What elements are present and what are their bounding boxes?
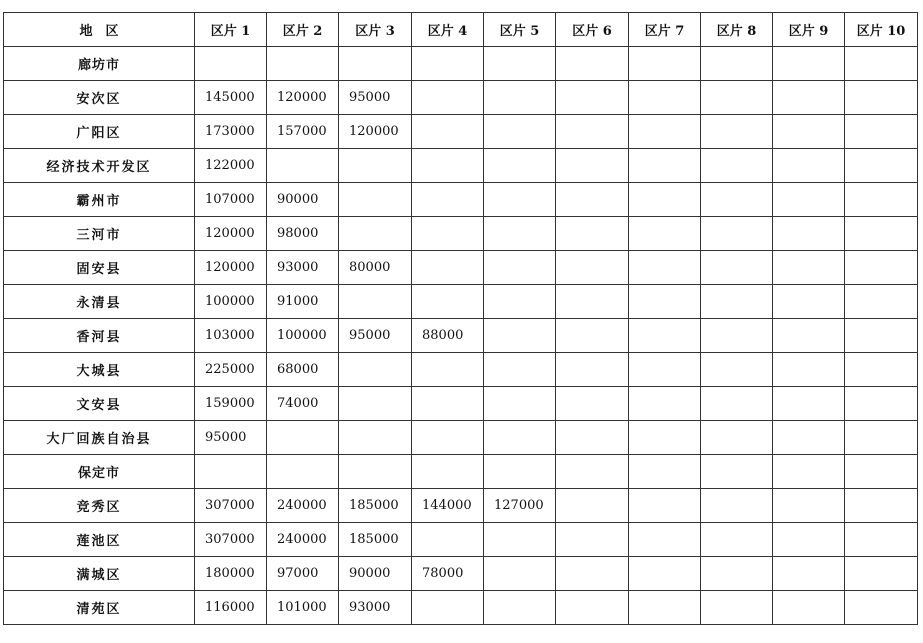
zone-price-cell: [701, 387, 773, 421]
table-body: [4, 47, 918, 625]
zone-price-cell: [484, 523, 556, 557]
zone-price-cell: [629, 285, 701, 319]
zone-price-cell: [629, 183, 701, 217]
region-name-cell: 莲池区: [4, 523, 195, 557]
zone-price-cell: 145000: [195, 81, 267, 115]
zone-price-cell: 90000: [339, 557, 412, 591]
region-name-cell: 大城县: [4, 353, 195, 387]
table-row: [4, 47, 918, 81]
region-name-cell: 经济技术开发区: [4, 149, 195, 183]
region-name-cell: 固安县: [4, 251, 195, 285]
zone-price-cell: [484, 115, 556, 149]
zone-price-cell: [629, 217, 701, 251]
zone-price-cell: [773, 353, 845, 387]
zone-price-cell: [556, 319, 629, 353]
zone-price-cell: [484, 47, 556, 81]
zone-price-cell: 173000: [195, 115, 267, 149]
table-row: [4, 285, 918, 319]
zone-price-cell: [412, 285, 484, 319]
zone-price-cell: [339, 353, 412, 387]
zone-price-cell: [629, 421, 701, 455]
zone-price-cell: [412, 217, 484, 251]
zone-price-cell: 240000: [267, 489, 339, 523]
zone-price-cell: [412, 183, 484, 217]
zone-price-cell: [629, 591, 701, 625]
zone-price-cell: [845, 353, 918, 387]
table-row: [4, 81, 918, 115]
zone-price-cell: [339, 47, 412, 81]
zone-price-cell: [339, 455, 412, 489]
zone-price-cell: [484, 455, 556, 489]
zone-price-cell: [556, 183, 629, 217]
zone-price-cell: 127000: [484, 489, 556, 523]
zone-price-cell: [845, 217, 918, 251]
header-zone-7: 区片 7: [629, 13, 701, 47]
zone-price-cell: 88000: [412, 319, 484, 353]
zone-price-cell: [773, 455, 845, 489]
zone-price-cell: 95000: [195, 421, 267, 455]
region-name-cell: 清苑区: [4, 591, 195, 625]
zone-price-cell: 93000: [267, 251, 339, 285]
zone-price-cell: 307000: [195, 489, 267, 523]
zone-price-cell: [629, 523, 701, 557]
zone-price-cell: [845, 591, 918, 625]
zone-price-cell: [556, 285, 629, 319]
zone-price-cell: [701, 115, 773, 149]
zone-price-cell: [773, 489, 845, 523]
zone-price-cell: [773, 285, 845, 319]
table-row: [4, 591, 918, 625]
zone-price-cell: 93000: [339, 591, 412, 625]
zone-price-cell: [773, 421, 845, 455]
zone-price-cell: 120000: [267, 81, 339, 115]
zone-price-cell: [845, 251, 918, 285]
zone-price-cell: [845, 557, 918, 591]
zone-price-cell: [845, 149, 918, 183]
zone-price-cell: [701, 557, 773, 591]
zone-price-cell: 307000: [195, 523, 267, 557]
zone-price-cell: [701, 81, 773, 115]
zone-price-cell: [845, 387, 918, 421]
zone-price-cell: [629, 353, 701, 387]
zone-price-cell: [556, 421, 629, 455]
region-name-cell: 满城区: [4, 557, 195, 591]
table-row: [4, 523, 918, 557]
zone-price-cell: [484, 387, 556, 421]
zone-price-cell: [845, 455, 918, 489]
zone-price-cell: 78000: [412, 557, 484, 591]
zone-price-cell: [845, 285, 918, 319]
header-zone-5: 区片 5: [484, 13, 556, 47]
zone-price-cell: [267, 47, 339, 81]
zone-price-cell: [701, 217, 773, 251]
zone-price-cell: [484, 217, 556, 251]
zone-price-cell: [629, 115, 701, 149]
zone-price-cell: [845, 523, 918, 557]
zone-price-cell: [773, 217, 845, 251]
region-name-cell: 永清县: [4, 285, 195, 319]
zone-price-cell: [484, 81, 556, 115]
zone-price-cell: 90000: [267, 183, 339, 217]
zone-price-cell: [701, 421, 773, 455]
zone-price-cell: 157000: [267, 115, 339, 149]
zone-price-cell: [412, 47, 484, 81]
zone-price-cell: [629, 251, 701, 285]
zone-price-cell: [629, 557, 701, 591]
zone-price-cell: [845, 115, 918, 149]
zone-price-cell: [773, 523, 845, 557]
zone-price-cell: 122000: [195, 149, 267, 183]
zone-price-cell: [773, 319, 845, 353]
zone-price-cell: [701, 183, 773, 217]
zone-price-cell: [556, 523, 629, 557]
zone-price-cell: [556, 81, 629, 115]
zone-price-cell: [267, 455, 339, 489]
zone-price-cell: 100000: [195, 285, 267, 319]
zone-price-cell: [629, 81, 701, 115]
zone-price-cell: [412, 149, 484, 183]
zone-price-cell: [484, 183, 556, 217]
table-row: [4, 455, 918, 489]
table-row: [4, 421, 918, 455]
zone-price-cell: [701, 353, 773, 387]
zone-price-cell: [412, 251, 484, 285]
zone-price-cell: [701, 489, 773, 523]
zone-price-cell: [629, 149, 701, 183]
header-region: 地 区: [4, 13, 195, 47]
zone-price-cell: [556, 47, 629, 81]
zone-price-cell: [412, 523, 484, 557]
zone-price-cell: 120000: [195, 251, 267, 285]
zone-price-cell: 74000: [267, 387, 339, 421]
zone-price-cell: [412, 353, 484, 387]
table-row: [4, 183, 918, 217]
zone-price-cell: [412, 115, 484, 149]
zone-price-cell: [556, 353, 629, 387]
zone-price-cell: [845, 183, 918, 217]
city-name-cell: 廊坊市: [4, 47, 195, 81]
zone-price-cell: [484, 353, 556, 387]
zone-price-cell: [845, 319, 918, 353]
zone-price-cell: [484, 319, 556, 353]
header-zone-2: 区片 2: [267, 13, 339, 47]
zone-price-cell: [484, 591, 556, 625]
region-name-cell: 文安县: [4, 387, 195, 421]
zone-price-cell: 98000: [267, 217, 339, 251]
table-row: [4, 149, 918, 183]
table-row: [4, 557, 918, 591]
zone-price-cell: [845, 421, 918, 455]
table-row: [4, 489, 918, 523]
region-name-cell: 竞秀区: [4, 489, 195, 523]
zone-price-cell: [701, 47, 773, 81]
zone-price-cell: [629, 387, 701, 421]
zone-price-cell: [701, 149, 773, 183]
zone-price-cell: [412, 387, 484, 421]
zone-price-cell: [556, 217, 629, 251]
zone-price-cell: [339, 387, 412, 421]
zone-price-cell: [701, 591, 773, 625]
zone-price-cell: [701, 251, 773, 285]
header-zone-1: 区片 1: [195, 13, 267, 47]
region-name-cell: 霸州市: [4, 183, 195, 217]
zone-price-cell: 95000: [339, 81, 412, 115]
header-zone-3: 区片 3: [339, 13, 412, 47]
zone-price-cell: [629, 47, 701, 81]
zone-price-cell: 97000: [267, 557, 339, 591]
region-name-cell: 安次区: [4, 81, 195, 115]
zone-price-cell: 103000: [195, 319, 267, 353]
zone-price-cell: [556, 387, 629, 421]
zone-price-cell: [556, 489, 629, 523]
city-name-cell: 保定市: [4, 455, 195, 489]
zone-price-cell: [412, 81, 484, 115]
header-zone-6: 区片 6: [556, 13, 629, 47]
zone-price-cell: [484, 421, 556, 455]
zone-price-cell: [773, 183, 845, 217]
zone-price-cell: [195, 47, 267, 81]
zone-price-cell: 185000: [339, 489, 412, 523]
zone-price-cell: [629, 489, 701, 523]
table-row: [4, 217, 918, 251]
zone-price-cell: 100000: [267, 319, 339, 353]
zone-price-cell: 107000: [195, 183, 267, 217]
zone-price-cell: [556, 455, 629, 489]
header-zone-10: 区片 10: [845, 13, 918, 47]
zone-price-cell: 159000: [195, 387, 267, 421]
table-row: [4, 251, 918, 285]
zone-price-cell: 180000: [195, 557, 267, 591]
zone-price-cell: [412, 455, 484, 489]
zone-price-cell: [773, 387, 845, 421]
zone-price-cell: [484, 149, 556, 183]
zone-price-cell: [845, 81, 918, 115]
zone-price-cell: [773, 591, 845, 625]
zone-price-cell: [195, 455, 267, 489]
zone-price-cell: [701, 319, 773, 353]
table-row: [4, 387, 918, 421]
land-price-table-sheet: [3, 12, 918, 625]
zone-price-cell: [267, 421, 339, 455]
header-row: [4, 13, 918, 47]
zone-price-cell: [701, 285, 773, 319]
zone-price-cell: [629, 455, 701, 489]
zone-price-cell: 120000: [339, 115, 412, 149]
zone-price-cell: [556, 149, 629, 183]
zone-price-cell: 116000: [195, 591, 267, 625]
zone-price-cell: [556, 115, 629, 149]
zone-price-cell: 80000: [339, 251, 412, 285]
zone-price-cell: 120000: [195, 217, 267, 251]
zone-price-cell: [629, 319, 701, 353]
zone-price-cell: [484, 251, 556, 285]
region-name-cell: 大厂回族自治县: [4, 421, 195, 455]
region-name-cell: 香河县: [4, 319, 195, 353]
header-zone-8: 区片 8: [701, 13, 773, 47]
zone-price-cell: 101000: [267, 591, 339, 625]
zone-price-cell: 144000: [412, 489, 484, 523]
zone-price-cell: [773, 149, 845, 183]
zone-price-cell: 68000: [267, 353, 339, 387]
table-row: [4, 319, 918, 353]
zone-price-cell: [773, 115, 845, 149]
zone-price-cell: 240000: [267, 523, 339, 557]
zone-price-cell: [773, 81, 845, 115]
zone-price-cell: [556, 557, 629, 591]
zone-price-cell: [339, 285, 412, 319]
zone-price-cell: [267, 149, 339, 183]
zone-price-cell: 185000: [339, 523, 412, 557]
zone-price-cell: [701, 523, 773, 557]
zone-price-cell: [773, 557, 845, 591]
zone-price-cell: 225000: [195, 353, 267, 387]
zone-price-cell: [412, 591, 484, 625]
table-row: [4, 115, 918, 149]
region-name-cell: 广阳区: [4, 115, 195, 149]
table-row: [4, 353, 918, 387]
zone-price-cell: [845, 489, 918, 523]
header-zone-9: 区片 9: [773, 13, 845, 47]
zone-price-cell: 91000: [267, 285, 339, 319]
zone-price-cell: [484, 557, 556, 591]
region-name-cell: 三河市: [4, 217, 195, 251]
header-zone-4: 区片 4: [412, 13, 484, 47]
zone-price-cell: [556, 251, 629, 285]
zone-price-cell: [412, 421, 484, 455]
land-price-table: [3, 12, 918, 625]
zone-price-cell: [773, 47, 845, 81]
zone-price-cell: [339, 217, 412, 251]
zone-price-cell: [556, 591, 629, 625]
zone-price-cell: [339, 421, 412, 455]
zone-price-cell: [845, 47, 918, 81]
zone-price-cell: [339, 183, 412, 217]
zone-price-cell: [339, 149, 412, 183]
zone-price-cell: [701, 455, 773, 489]
zone-price-cell: 95000: [339, 319, 412, 353]
zone-price-cell: [484, 285, 556, 319]
zone-price-cell: [773, 251, 845, 285]
